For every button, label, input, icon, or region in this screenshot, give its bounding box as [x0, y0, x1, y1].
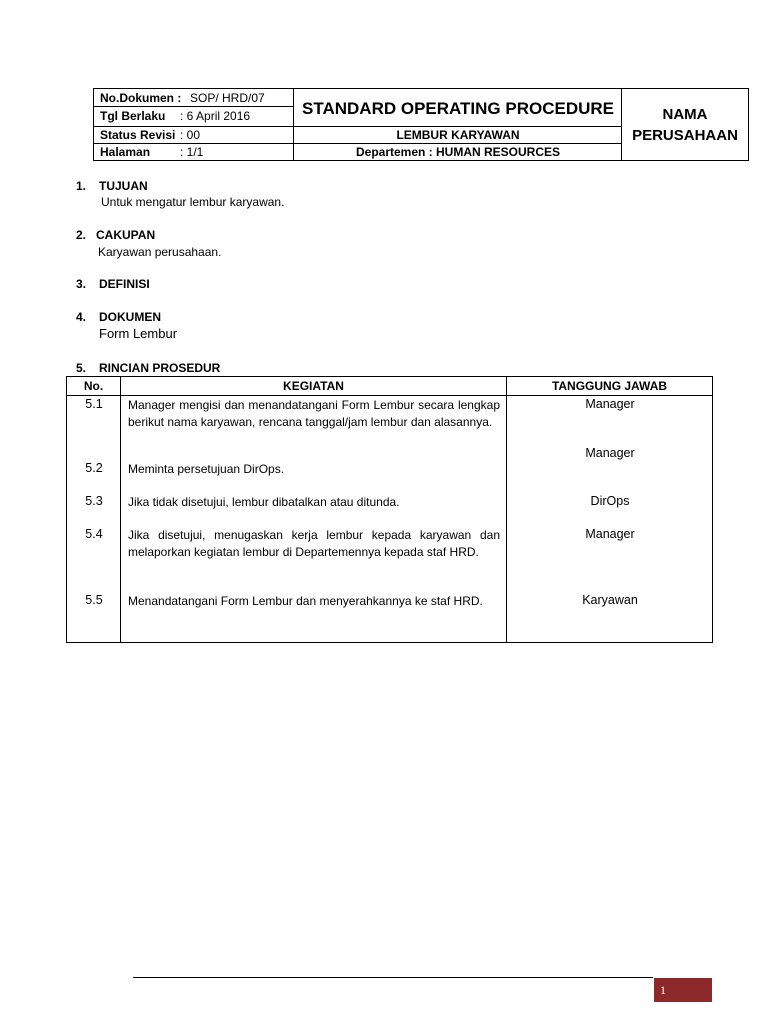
procedure-row-number: 5.4 — [85, 527, 103, 541]
procedure-row-number: 5.5 — [85, 593, 103, 607]
section-tujuan-body: Untuk mengatur lembur karyawan. — [101, 195, 285, 209]
no-dokumen-value: SOP/ HRD/07 — [190, 91, 265, 105]
company-name-line2: PERUSAHAAN — [632, 126, 738, 144]
sop-subject: LEMBUR KARYAWAN — [396, 128, 520, 142]
section-cakupan — [76, 228, 155, 242]
column-header-tanggung-jawab: TANGGUNG JAWAB — [551, 379, 668, 393]
procedure-row-activity: Meminta persetujuan DirOps. — [128, 462, 285, 476]
no-dokumen-label: No.Dokumen : — [100, 91, 182, 105]
column-header-no: No. — [83, 379, 104, 393]
section-title: DEFINISI — [99, 277, 150, 291]
procedure-row-responsible: Manager — [585, 397, 635, 411]
section-number: 4. — [76, 310, 87, 324]
procedure-row-activity: Manager mengisi dan menandatangani Form Lembur secara lengkap berikut nama karyawan, rencana tanggal/jam lembur dan alasannya. — [128, 398, 500, 429]
procedure-row-responsible: DirOps — [590, 494, 630, 508]
section-rincian-prosedur — [76, 361, 220, 375]
section-title: DOKUMEN — [99, 310, 161, 324]
procedure-row-number: 5.1 — [85, 397, 103, 411]
page-number: 1 — [660, 983, 666, 997]
procedure-row-activity: Jika disetujui, menugaskan kerja lembur kepada karyawan dan melaporkan kegiatan lembur di Departemennya kepada staf HRD. — [128, 528, 500, 559]
status-revisi-value: : 00 — [180, 128, 201, 142]
procedure-row-number: 5.2 — [85, 461, 103, 475]
section-number: 5. — [76, 361, 87, 375]
procedure-row-activity: Menandatangani Form Lembur dan menyerahkannya ke staf HRD. — [128, 594, 483, 608]
section-title: CAKUPAN — [96, 228, 156, 242]
procedure-table — [66, 376, 713, 643]
procedure-row-responsible: Manager — [585, 527, 635, 541]
halaman-label: Halaman — [100, 145, 151, 159]
section-definisi — [76, 277, 150, 291]
section-cakupan-body: Karyawan perusahaan. — [98, 245, 222, 259]
section-tujuan — [76, 179, 148, 193]
halaman-value: : 1/1 — [180, 145, 204, 159]
procedure-row-responsible: Karyawan — [582, 593, 638, 607]
section-number: 2. — [76, 228, 87, 242]
section-number: 3. — [76, 277, 87, 291]
company-name — [622, 89, 748, 160]
section-title: TUJUAN — [99, 179, 148, 193]
sop-department: Departemen : HUMAN RESOURCES — [355, 145, 561, 159]
tgl-berlaku-label: Tgl Berlaku — [100, 109, 166, 123]
footer-rule — [133, 977, 653, 978]
procedure-row-responsible: Manager — [585, 446, 635, 460]
procedure-row-activity: Jika tidak disetujui, lembur dibatalkan atau ditunda. — [128, 495, 400, 509]
document-header-table — [93, 88, 749, 161]
section-number: 1. — [76, 179, 87, 193]
section-dokumen — [76, 310, 161, 324]
company-name-line1: NAMA — [662, 105, 708, 123]
section-title: RINCIAN PROSEDUR — [99, 361, 221, 375]
procedure-row-number: 5.3 — [85, 494, 103, 508]
column-header-kegiatan: KEGIATAN — [283, 379, 344, 393]
tgl-berlaku-value: : 6 April 2016 — [180, 109, 251, 123]
section-dokumen-body: Form Lembur — [99, 326, 178, 341]
sop-title: STANDARD OPERATING PROCEDURE — [302, 99, 614, 118]
page-number-badge — [654, 978, 712, 1002]
status-revisi-label: Status Revisi — [100, 128, 176, 142]
